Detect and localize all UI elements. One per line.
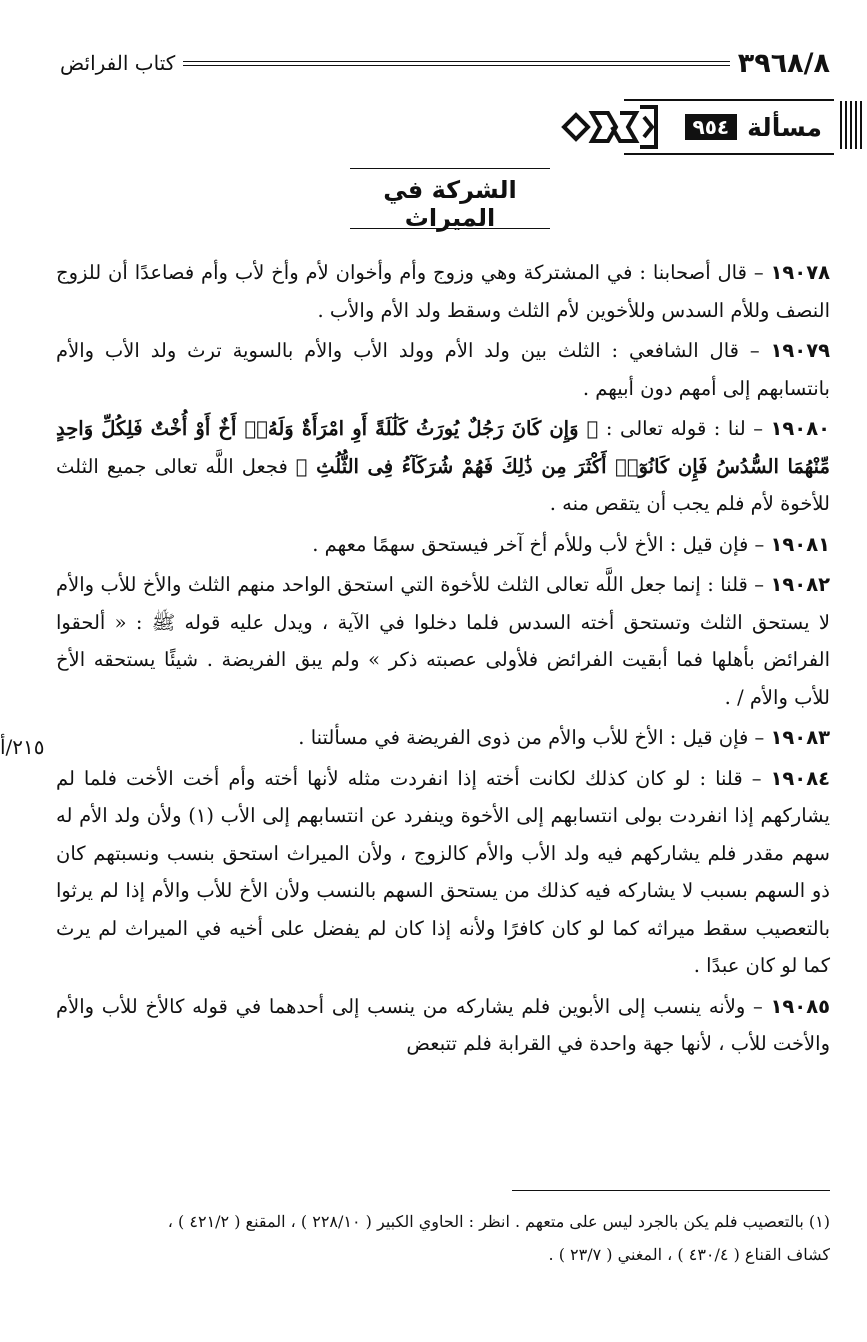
arabesque-ornament-icon: [556, 101, 661, 153]
footnote-line: (١) بالتعصيب فلم يكن بالجرد ليس على متعهم . انظر : الحاوي الكبير ( ٢٢٨/١٠ ) ، المقنع ( ٤٢١/٢ ) ،: [167, 1212, 830, 1231]
paragraph-19080: [56, 410, 830, 523]
paragraph-19082: [56, 566, 830, 716]
paragraph-number: ١٩٠٨٥: [770, 994, 830, 1018]
manuscript-folio-note: ٢١٥/أ: [0, 735, 45, 759]
paragraph-number: ١٩٠٨٣: [770, 726, 830, 749]
paragraph-text: – قال الشافعي : الثلث بين ولد الأم وولد الأب والأم بالسوية ترث ولد الأب والأم بانتسابهم إلى أمهم دون أبيهم .: [56, 339, 830, 400]
title-rule-bottom: [350, 228, 550, 229]
paragraph-number: ١٩٠٨٢: [770, 573, 830, 596]
paragraph-text: – لنا : قوله تعالى :: [598, 417, 771, 440]
paragraph-19079: [56, 332, 830, 407]
header-rule: [183, 61, 729, 66]
body-text: [56, 254, 830, 1066]
quran-verse: ﴿ وَإِن كَانَ رَجُلٌ يُورَثُ كَلَٰلَةً أَوِ امْرَأَةٌ وَلَهُۥٓ أَخٌ أَوْ أُخْتٌ فَلِكُلِّ وَاحِدٍ مِّنْهُمَا السُّدُسُ فَإِن كَانُوٓا۟ أَكْثَرَ مِن ذَٰلِكَ فَهُمْ شُرَكَآءُ فِى الثُّلُثِ ﴾: [56, 417, 830, 478]
paragraph-19078: [56, 254, 830, 329]
paragraph-text: – ولأنه ينسب إلى الأبوين فلم يشاركه من ينسب إلى أحدهما في قوله كالأخ للأب والأم والأخت للأب ، لأنها جهة واحدة في القرابة فلم تتبعض: [56, 994, 830, 1055]
footnotes: [56, 1205, 830, 1271]
paragraph-text: – قلنا : إنما جعل اللَّه تعالى الثلث للأخوة التي استحق الواحد منهم الثلث والأخ للأب والأم لا يستحق الثلث وتستحق أخته السدس فلما دخلوا في الآية ، ويدل عليه قوله ﷺ : « ألحقوا الفرائض بأهلها فما أبقيت الفرائض فلأولى عصبته ذكر » ولم يبق الفريضة . شيئًا يستحقه الأخ للأب والأم / .: [56, 573, 830, 709]
paragraph-text: – قلنا : لو كان كذلك لكانت أخته إذا انفردت مثله لأنها أخته وأم أخت الأخت فلما لم يشاركهم إذا انفردت بولى انتسابهم إلى الأخوة وينفرد عن انتسابهم إلى الأب (١) ولأن ولد الأم له سهم مقدر فلم يشاركهم فيه ولد الأب والأم كالزوج ، ولأن الميراث استحق بنسب ونسبتهم كان ذو السهم بسبب لا يشاركه فيه كذلك من يستحق السهم بالنسب ولأن الأخ للأب والأم إذا لم يرثوا بالتعصيب سقط ميراثه كما لو كان كافرًا ولأنه إذا كان لم يفضل على أخيه في الميراث لم يرث كما لو كان عبدًا .: [56, 766, 830, 977]
chapter-title: الشركة في الميراث: [383, 176, 517, 232]
banner-bars-ornament: [840, 101, 862, 149]
paragraph-19081: [56, 526, 830, 564]
paragraph-number: ١٩٠٧٨: [770, 261, 830, 284]
footnote-separator: [512, 1190, 830, 1191]
chapter-heading: [350, 168, 550, 238]
footnote-line: كشاف القناع ( ٤٣٠/٤ ) ، المغني ( ٢٣/٧ ) .: [548, 1245, 830, 1264]
page-number: ٣٩٦٨/٨: [737, 47, 830, 79]
paragraph-text: – فإن قيل : الأخ للأب والأم من ذوى الفريضة في مسألتنا .: [298, 726, 771, 749]
paragraph-19083: [56, 719, 830, 757]
paragraph-19084: [56, 760, 830, 985]
paragraph-text-continued: فجعل اللَّه تعالى جميع الثلث للأخوة لأم فلم يجب أن يتقص منه .: [56, 454, 830, 515]
paragraph-text: – فإن قيل : الأخ لأب وللأم أخ آخر فيستحق سهمًا معهم .: [312, 532, 771, 556]
running-header: [60, 40, 830, 86]
paragraph-number: ١٩٠٨١: [770, 532, 830, 556]
title-rule-top: [350, 168, 550, 169]
paragraph-text: – قال أصحابنا : في المشتركة وهي وزوج وأم وأخوان لأم وأخ لأب وأم فصاعدًا أن للزوج النصف وللأم السدس وللأخوين لأم الثلث وسقط ولد الأم والأب .: [56, 261, 830, 322]
masala-label: مسألة: [747, 112, 822, 142]
paragraph-number: ١٩٠٨٤: [770, 766, 830, 790]
paragraph-19085: [56, 988, 830, 1063]
masala-number: ٩٥٤: [685, 114, 738, 140]
masala-banner: [556, 97, 866, 157]
paragraph-number: ١٩٠٧٩: [770, 339, 830, 362]
paragraph-number: ١٩٠٨٠: [770, 417, 830, 440]
book-title: كتاب الفرائض: [60, 51, 176, 75]
